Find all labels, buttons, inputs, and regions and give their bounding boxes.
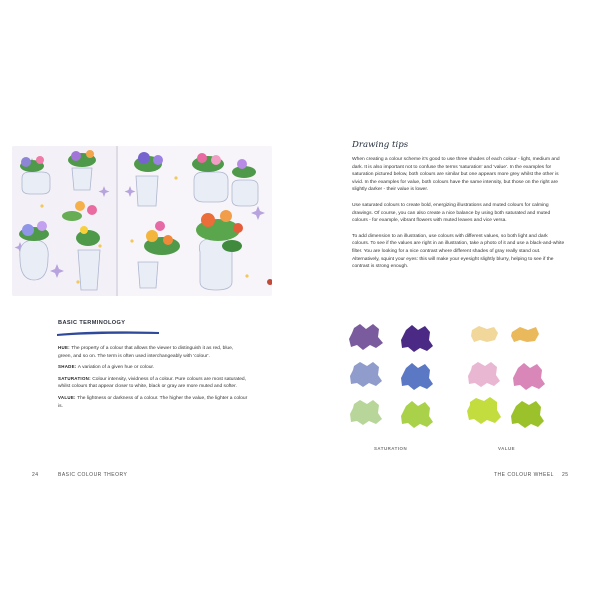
running-head-right: THE COLOUR WHEEL xyxy=(494,472,554,478)
swatch-examples xyxy=(344,318,558,458)
floral-vases-illustration xyxy=(12,146,272,296)
swatch-lime-light xyxy=(467,397,501,424)
terminology-heading: BASIC TERMINOLOGY xyxy=(58,320,126,326)
term-shade xyxy=(58,363,248,372)
saturation-label: SATURATION xyxy=(374,446,408,451)
drawing-tips-body xyxy=(352,156,566,279)
tips-paragraph: To add dimension to an illustration, use colours with different values, so both light and dark colours. To see if the values are right in an illustration, take a photo of it and use a black-and-white filter. You are looking for a nice contrast where different shades of gray really stand out. Alternatively, squint your eyes: this will make your eyesight slightly blurry, helping to see if the contrast is strong enough. xyxy=(352,233,565,270)
swatch-green-vivid xyxy=(401,401,433,428)
value-label: VALUE xyxy=(498,446,516,451)
brush-stroke-divider xyxy=(56,329,160,337)
tips-paragraph: Use saturated colours to create bold, energizing illustrations and muted colours for calming drawings. Of course, you can also create a nice balance by using both saturated and muted colours - for example, vibrant flowers with muted leaves and vice versa. xyxy=(352,202,551,224)
term-value xyxy=(58,394,248,410)
swatch-yellow-light xyxy=(471,326,498,342)
swatch-purple-vivid xyxy=(401,325,433,352)
value-swatches xyxy=(467,326,545,428)
swatch-pink-light xyxy=(468,362,500,387)
swatch-yellow-dark xyxy=(511,327,539,342)
term-label: SATURATION: xyxy=(58,375,91,381)
term-definition: The property of a colour that allows the viewer to distinguish it as red, blue, green, and so on. The term is often used interchangeably with 'colour'. xyxy=(58,346,234,359)
term-definition: A variation of a given hue or colour. xyxy=(76,365,155,371)
drawing-tips-heading: Drawing tips xyxy=(352,140,409,150)
term-definition: The lightness or darkness of a colour. The higher the value, the lighter a colour is. xyxy=(58,395,248,409)
term-label: HUE: xyxy=(58,345,70,350)
swatch-blue-vivid xyxy=(401,363,433,390)
swatch-purple-muted xyxy=(349,324,383,350)
term-label: SHADE: xyxy=(58,364,77,370)
terminology-list xyxy=(58,344,248,413)
term-hue xyxy=(58,344,248,360)
running-head-left: BASIC COLOUR THEORY xyxy=(58,472,128,478)
swatch-lime-dark xyxy=(511,401,544,428)
page-number-right: 25 xyxy=(562,472,569,478)
swatch-grid xyxy=(344,318,558,442)
swatch-blue-muted xyxy=(350,362,382,387)
term-saturation xyxy=(58,375,248,391)
swatch-green-muted xyxy=(350,400,382,425)
right-page xyxy=(300,0,600,600)
page-number-left: 24 xyxy=(32,472,39,478)
swatch-pink-dark xyxy=(513,363,545,390)
term-label: VALUE: xyxy=(58,394,76,400)
term-definition: Colour intensity, vividness of a colour. Pure colours are most saturated, whilst colours that appear closer to white, black or gray are more muted and softer. xyxy=(58,376,247,390)
tips-paragraph: When creating a colour scheme it's good to use three shades of each colour - light, medium and dark. It is also important not to confuse the terms 'saturation' and 'value'. In the examples for saturation pictured below, both colours are similar but one appears more grey whilst the other is vivid. In the examples for value, both colours have the same intensity, but those on the right are slightly darker - their value is lower. xyxy=(352,157,560,193)
saturation-swatches xyxy=(349,324,433,428)
